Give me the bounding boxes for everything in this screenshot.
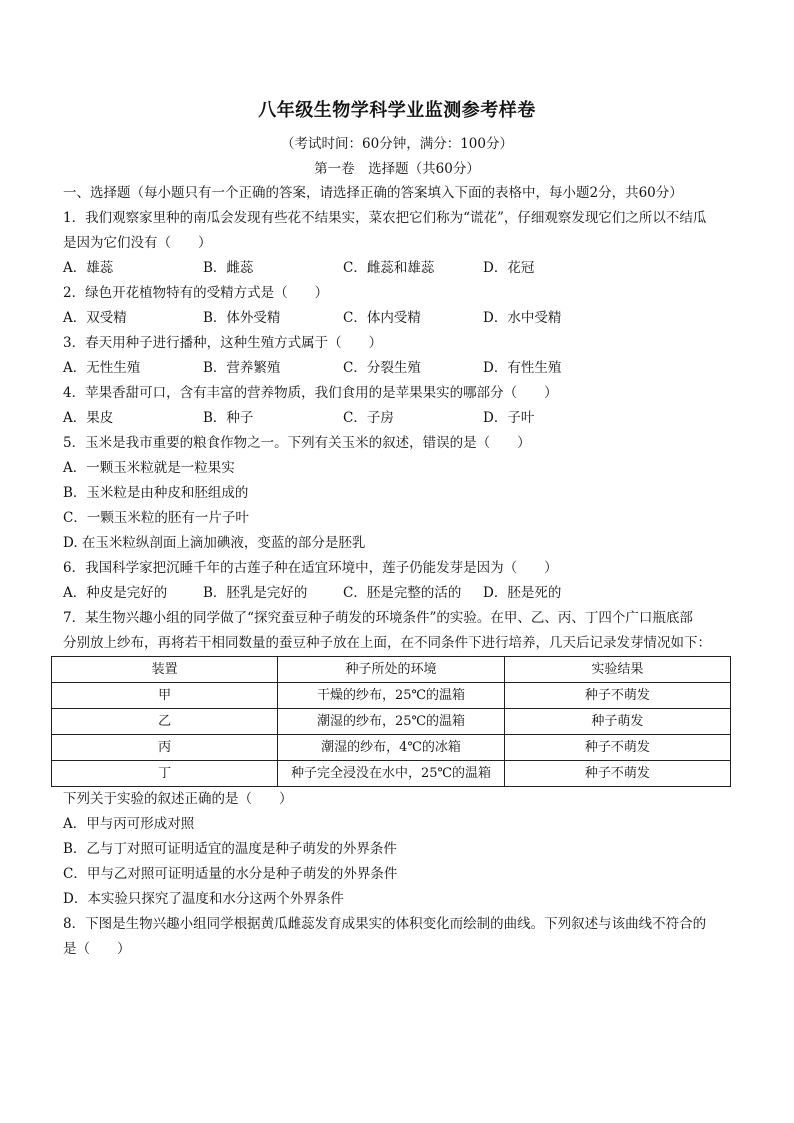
question-2-options (63, 306, 731, 331)
table-cell: 丁 (52, 761, 278, 787)
question-4-stem: 4．苹果香甜可口，含有丰富的营养物质，我们食用的是苹果果实的哪部分（ ） (63, 385, 558, 401)
option-d: D．花冠 (483, 260, 535, 276)
question-3-options (63, 356, 731, 381)
table-cell: 潮湿的纱布，25℃的温箱 (278, 709, 504, 735)
option-c: C．一颗玉米粒的胚有一片子叶 (63, 510, 249, 526)
table-cell: 种子不萌发 (504, 761, 730, 787)
option-d: D．有性生殖 (483, 360, 562, 376)
option-d: D．水中受精 (483, 310, 562, 326)
question-6-options (63, 581, 731, 606)
option-c: C．分裂生殖 (343, 360, 421, 376)
table-cell: 干燥的纱布，25℃的温箱 (278, 683, 504, 709)
table-cell: 潮湿的纱布，4℃的冰箱 (278, 735, 504, 761)
column-header: 实验结果 (504, 657, 730, 683)
question-8-stem-line-1: 8．下图是生物兴趣小组同学根据黄瓜雌蕊发育成果实的体积变化而绘制的曲线。下列叙述与该曲线不符合的 (63, 916, 707, 932)
question-4-options (63, 406, 731, 431)
option-b: B．体外受精 (203, 310, 281, 326)
option-b: B．玉米粒是由种皮和胚组成的 (63, 485, 249, 501)
option-b: B．胚乳是完好的 (203, 585, 308, 601)
option-c: C．体内受精 (343, 310, 421, 326)
question-7-stem-line-2: 分别放上纱布，再将若干相同数量的蚕豆种子放在上面，在不同条件下进行培养，几天后记录发芽情况如下： (63, 635, 711, 651)
option-a: A．种皮是完好的 (63, 585, 168, 601)
table-cell: 乙 (52, 709, 278, 735)
table-cell: 丙 (52, 735, 278, 761)
option-c: C．子房 (343, 410, 394, 426)
option-a: A．雄蕊 (63, 260, 114, 276)
column-header: 种子所处的环境 (278, 657, 504, 683)
table-row (52, 735, 731, 761)
question-8-stem-line-2: 是（ ） (63, 941, 131, 957)
option-a: A．双受精 (63, 310, 127, 326)
option-d: D．子叶 (483, 410, 535, 426)
option-d: D．本实验只探究了温度和水分这两个外界条件 (63, 891, 344, 907)
option-a: A．甲与丙可形成对照 (63, 816, 195, 832)
table-cell: 种子萌发 (504, 709, 730, 735)
section-heading: 第一卷 选择题（共60分） (314, 161, 480, 177)
question-6-stem: 6．我国科学家把沉睡千年的古莲子种在适宜环境中，莲子仍能发芽是因为（ ） (63, 560, 558, 576)
table-row (52, 683, 731, 709)
question-1-options (63, 256, 731, 281)
option-b: B．雌蕊 (203, 260, 254, 276)
question-2-stem: 2．绿色开花植物特有的受精方式是（ ） (63, 285, 329, 301)
exam-info: （考试时间：60分钟，满分：100分） (281, 136, 513, 152)
question-7-stem-line-1: 7．某生物兴趣小组的同学做了“探究蚕豆种子萌发的环境条件”的实验。在甲、乙、丙、丁四个广口瓶底部 (63, 610, 693, 626)
page-title: 八年级生物学科学业监测参考样卷 (258, 100, 536, 121)
option-c: C．雌蕊和雄蕊 (343, 260, 435, 276)
option-c: C．甲与乙对照可证明适量的水分是种子萌发的外界条件 (63, 866, 398, 882)
option-a: A．无性生殖 (63, 360, 141, 376)
question-5-stem: 5．玉米是我市重要的粮食作物之一。下列有关玉米的叙述，错误的是（ ） (63, 435, 531, 451)
question-list (63, 181, 731, 962)
option-b: B．营养繁殖 (203, 360, 281, 376)
option-a: A．一颗玉米粒就是一粒果实 (63, 460, 235, 476)
table-cell: 种子完全浸没在水中，25℃的温箱 (278, 761, 504, 787)
table-cell: 种子不萌发 (504, 735, 730, 761)
question-3-stem: 3．春天用种子进行播种，这种生殖方式属于（ ） (63, 335, 383, 351)
table-cell: 种子不萌发 (504, 683, 730, 709)
option-d: D. 在玉米粒纵剖面上滴加碘液，变蓝的部分是胚乳 (63, 535, 366, 551)
table-header-row (52, 657, 731, 683)
instructions: 一、选择题（每小题只有一个正确的答案，请选择正确的答案填入下面的表格中，每小题2分，共60分） (63, 185, 683, 201)
option-b: B．种子 (203, 410, 254, 426)
table-cell: 甲 (52, 683, 278, 709)
option-a: A．果皮 (63, 410, 114, 426)
option-d: D．胚是死的 (483, 585, 562, 601)
question-1-stem-line-1: 1．我们观察家里种的南瓜会发现有些花不结果实，菜农把它们称为“谎花”，仔细观察发现它们之所以不结瓜 (63, 210, 707, 226)
table-row (52, 709, 731, 735)
table-row (52, 761, 731, 787)
experiment-table (51, 656, 731, 787)
option-b: B．乙与丁对照可证明适宜的温度是种子萌发的外界条件 (63, 841, 397, 857)
question-7-followup: 下列关于实验的叙述正确的是（ ） (63, 791, 293, 807)
column-header: 装置 (52, 657, 278, 683)
question-1-stem-line-2: 是因为它们没有（ ） (63, 235, 212, 251)
option-c: C．胚是完整的活的 (343, 585, 462, 601)
